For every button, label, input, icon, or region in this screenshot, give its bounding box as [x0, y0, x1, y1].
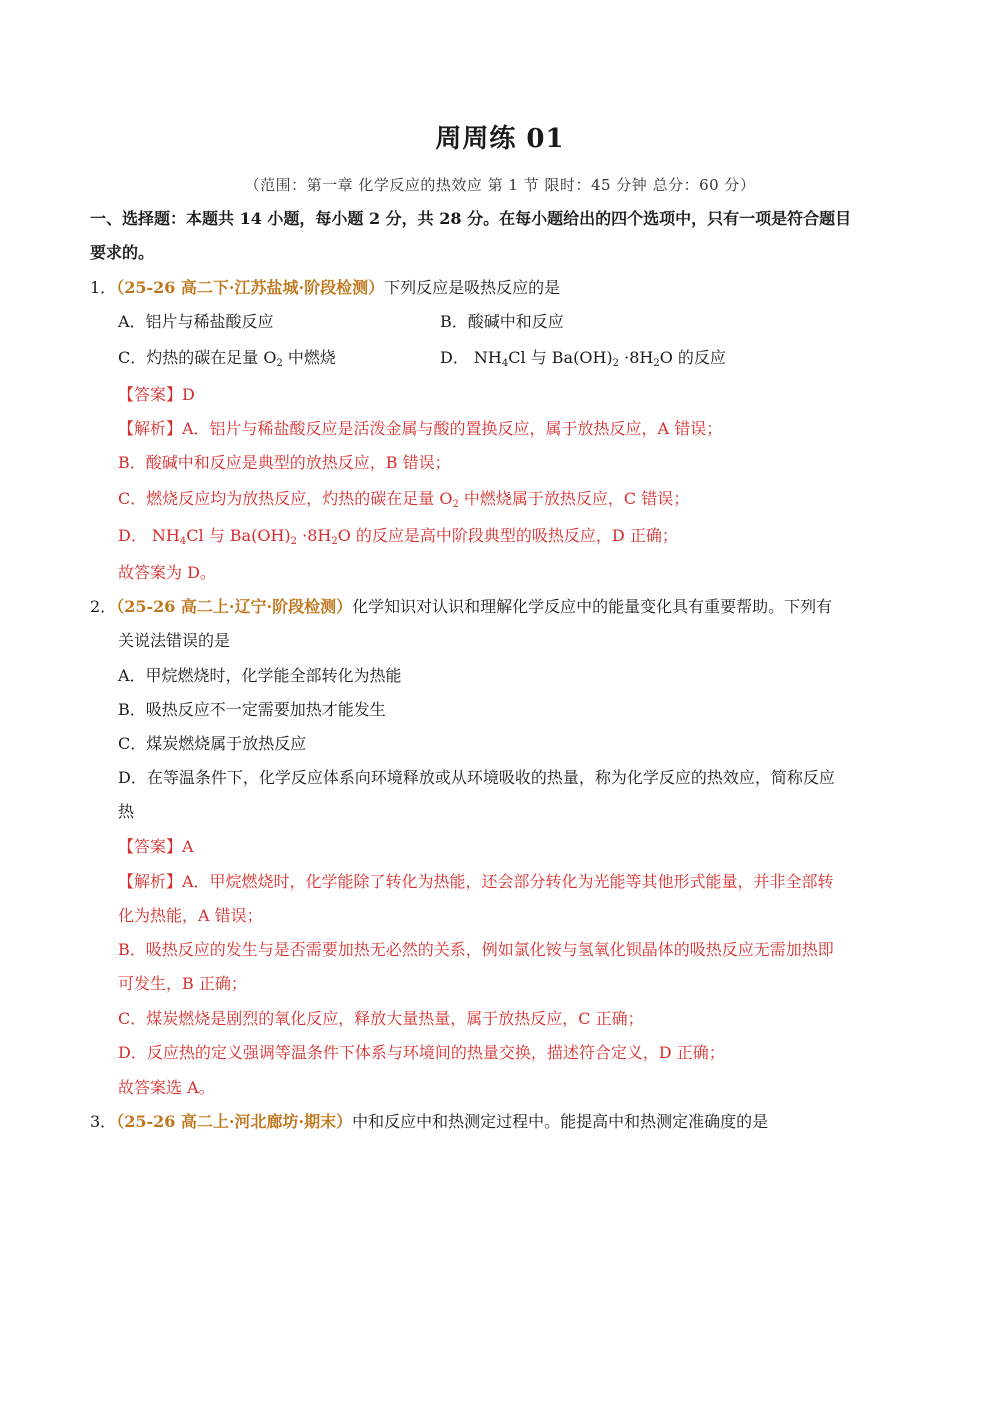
page-subtitle: （范围：第一章 化学反应的热效应 第 1 节 限时：45 分钟 总分：60 分） — [244, 176, 756, 194]
page-title: 周周练 01 — [435, 124, 565, 154]
q2-option-d-cont: 热 — [118, 802, 135, 821]
q2-explanation-b: B．吸热反应的发生与是否需要加热无必然的关系，例如氯化铵与氢氧化钡晶体的吸热反应无需加热即 — [118, 940, 834, 959]
q1-explanation-b: B．酸碱中和反应是典型的放热反应，B 错误； — [118, 453, 451, 472]
question-source: （25-26 高二下·江苏盐城·阶段检测） — [116, 278, 385, 297]
q2-option-a: A．甲烷燃烧时，化学能全部转化为热能 — [118, 666, 402, 685]
q2-conclusion: 故答案选 A。 — [118, 1078, 215, 1097]
question-2-stem-cont: 关说法错误的是 — [118, 631, 231, 650]
question-source: （25-26 高二上·河北廊坊·期末） — [116, 1112, 353, 1131]
q1-explanation-d: D． $NH_4Cl$ 与 $Ba(OH)_2 \cdot 8H_2O$ 的反应是高中阶段典型的吸热反应，D 正确； — [118, 526, 678, 547]
q1-answer: 【答案】D — [118, 385, 195, 404]
question-number: 3． — [90, 1112, 117, 1131]
question-1 — [90, 278, 560, 298]
q2-answer: 【答案】A — [118, 837, 194, 856]
q1-explanation-c: C．燃烧反应均为放热反应，灼热的碳在足量 $O_2$ 中燃烧属于放热反应，C 错误； — [118, 489, 690, 510]
question-stem: 中和反应中和热测定过程中。能提高中和热测定准确度的是 — [352, 1112, 769, 1131]
q1-conclusion: 故答案为 D。 — [118, 563, 216, 582]
q2-option-d: D．在等温条件下，化学反应体系向环境释放或从环境吸收的热量，称为化学反应的热效应，简称反应 — [118, 768, 835, 787]
q2-explanation-a: 【解析】A．甲烷燃烧时，化学能除了转化为热能，还会部分转化为光能等其他形式能量，并非全部转 — [118, 872, 834, 891]
question-2 — [90, 597, 832, 617]
question-source: （25-26 高二上·辽宁·阶段检测） — [116, 597, 353, 616]
q2-option-c: C．煤炭燃烧属于放热反应 — [118, 734, 307, 753]
question-3 — [90, 1112, 768, 1132]
q2-explanation-d: D．反应热的定义强调等温条件下体系与环境间的热量交换，描述符合定义，D 正确； — [118, 1043, 725, 1062]
q1-explanation-a: 【解析】A．铝片与稀盐酸反应是活泼金属与酸的置换反应，属于放热反应，A 错误； — [118, 419, 723, 438]
question-stem: 下列反应是吸热反应的是 — [384, 278, 561, 297]
question-number: 2． — [90, 597, 117, 616]
q2-option-b: B．吸热反应不一定需要加热才能发生 — [118, 700, 386, 719]
q2-explanation-a-cont: 化为热能，A 错误； — [118, 906, 263, 925]
question-stem: 化学知识对认识和理解化学反应中的能量变化具有重要帮助。下列有 — [352, 597, 833, 616]
q1-option-a: A．铝片与稀盐酸反应 — [118, 312, 274, 331]
q1-option-c: C．灼热的碳在足量 $O_2$ 中燃烧 — [118, 348, 336, 369]
q1-option-d: D． $NH_4Cl$ 与 $Ba(OH)_2 \cdot 8H_2O$ 的反应 — [440, 348, 726, 369]
q1-option-b: B．酸碱中和反应 — [440, 312, 564, 331]
q2-explanation-c: C．煤炭燃烧是剧烈的氧化反应，释放大量热量，属于放热反应，C 正确； — [118, 1009, 644, 1028]
q2-explanation-b-cont: 可发生，B 正确； — [118, 974, 247, 993]
section-heading: 一、选择题：本题共 14 小题，每小题 2 分，共 28 分。在每小题给出的四个选项中，只有一项是符合题目 — [90, 209, 852, 228]
section-heading-cont: 要求的。 — [90, 243, 155, 262]
question-number: 1． — [90, 278, 117, 297]
